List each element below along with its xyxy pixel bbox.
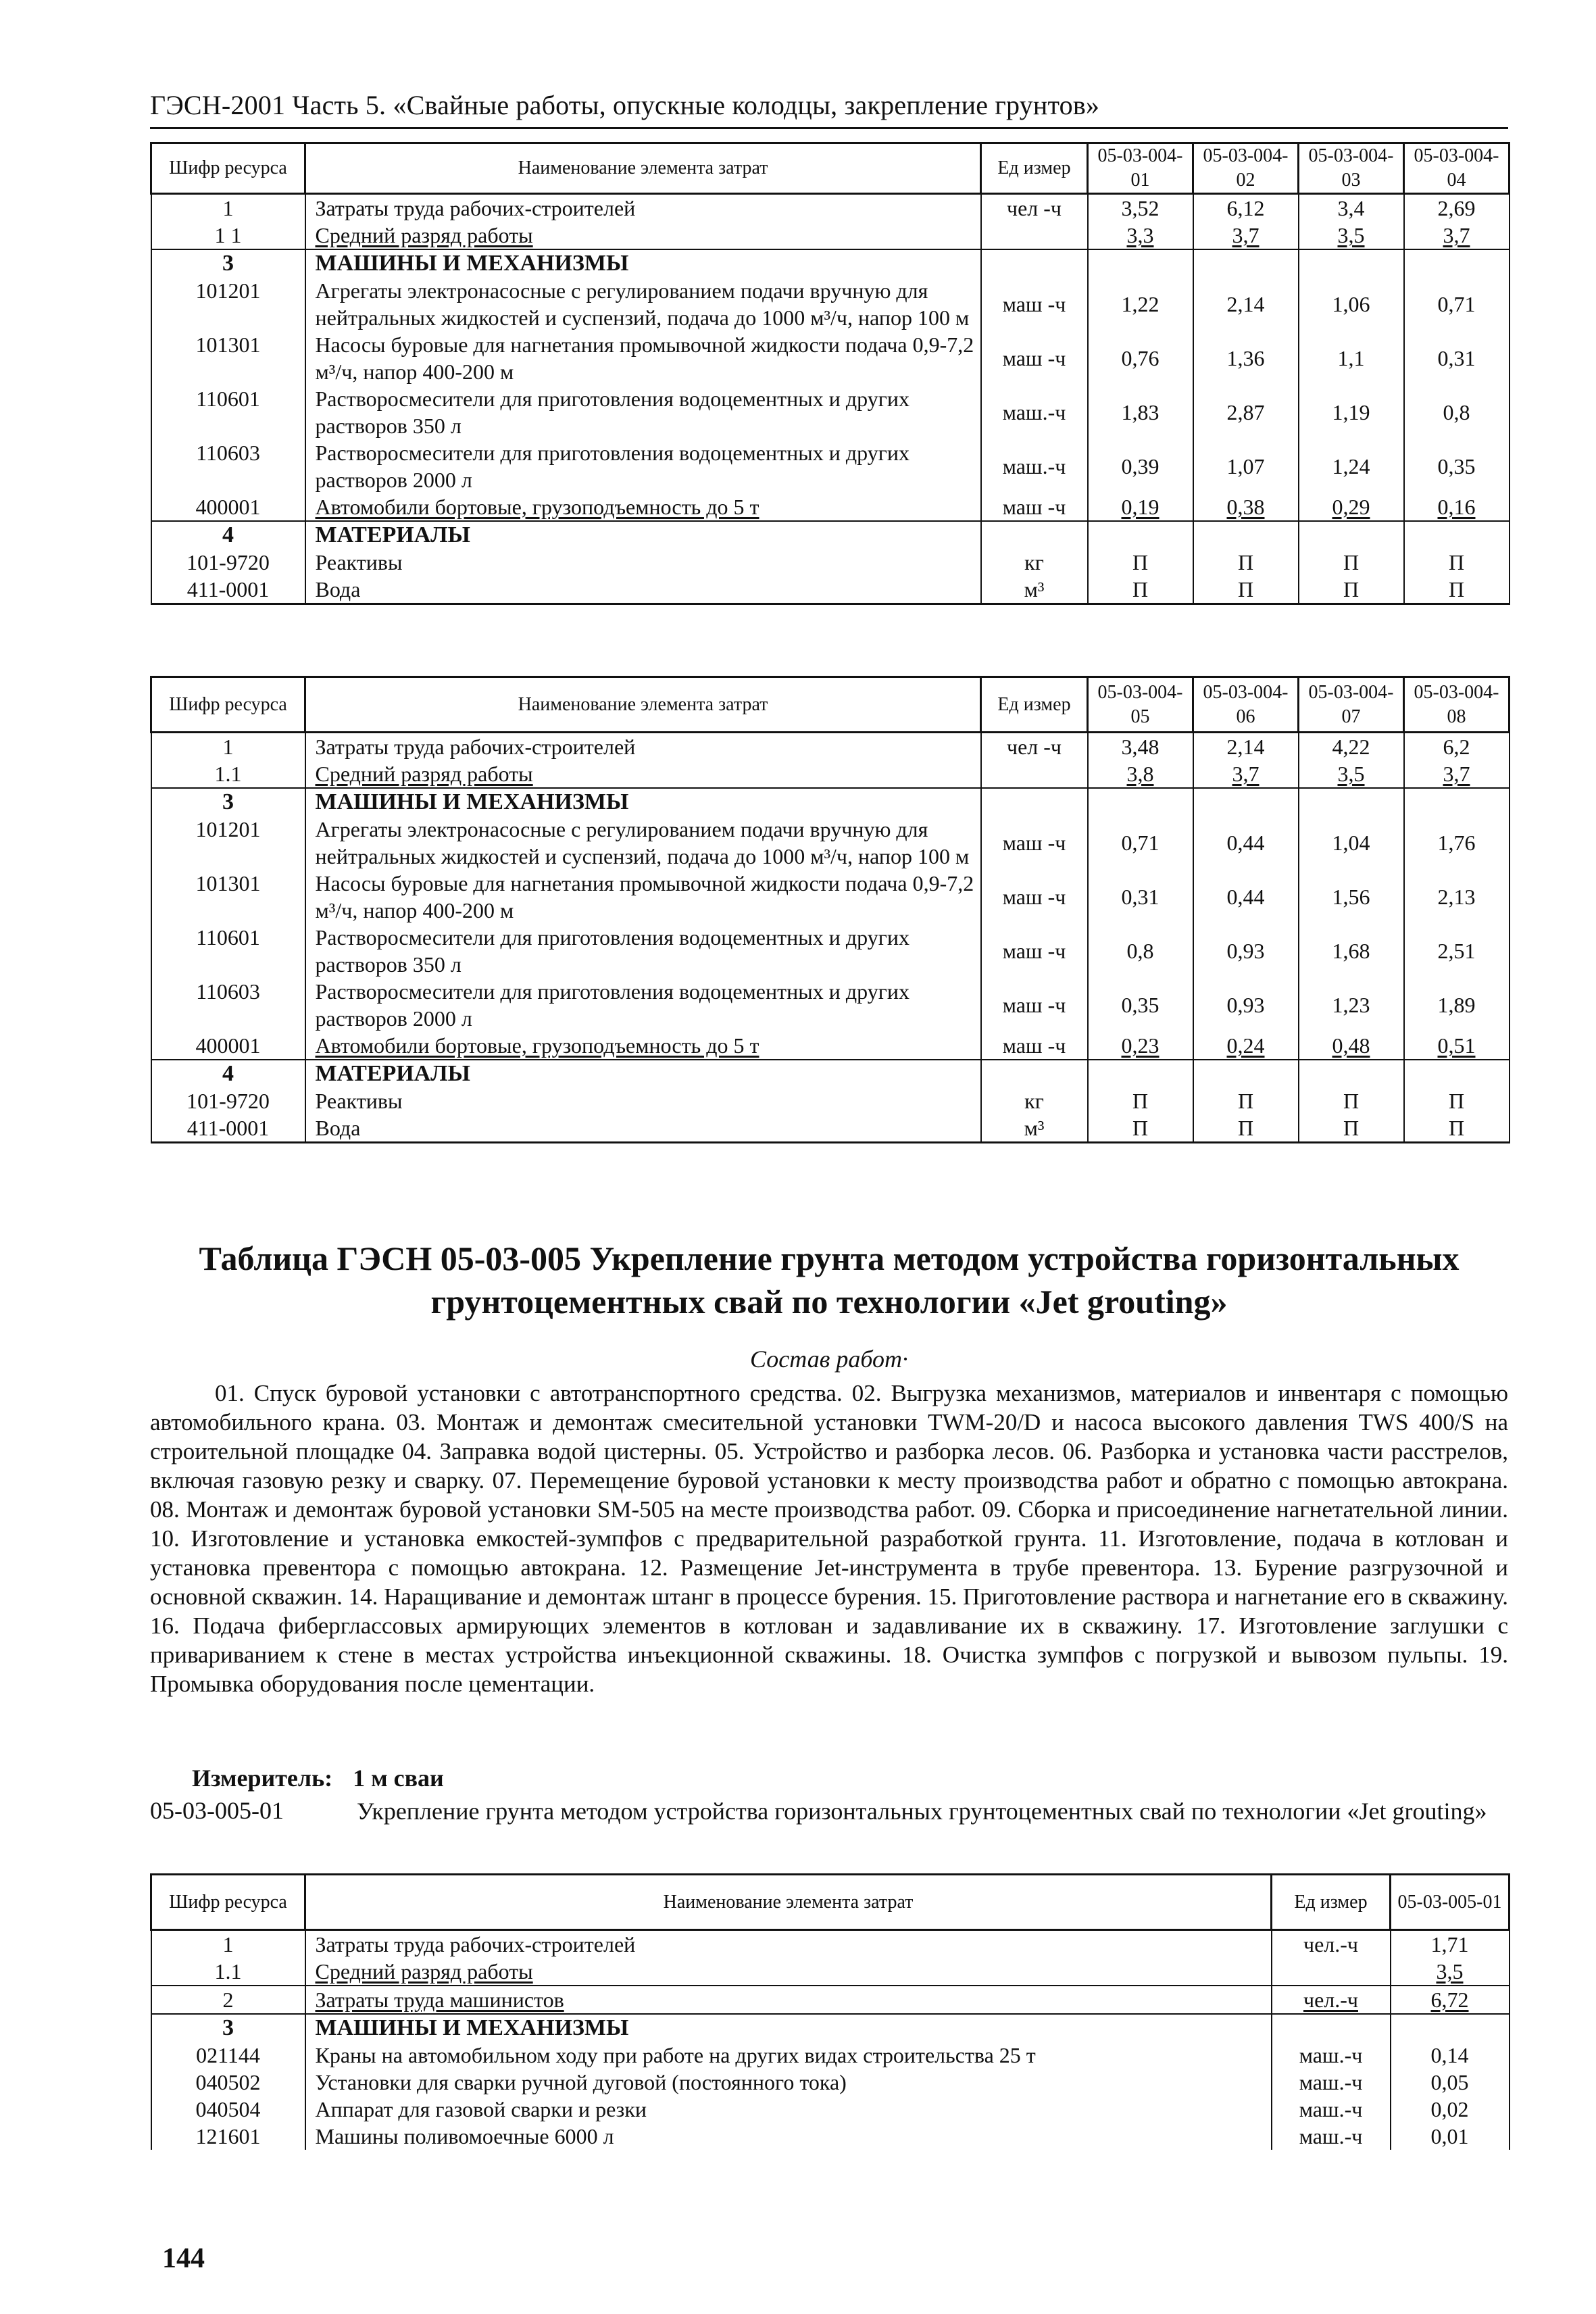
norm-value: 6,12 <box>1193 194 1299 222</box>
norms-table-004-01-04 <box>150 142 1510 605</box>
header-norm: 05-03-004-05 <box>1088 677 1193 733</box>
norm-value: 3,5 <box>1337 762 1365 786</box>
header-cost-element: Наименование элемента затрат <box>305 677 981 733</box>
table-row <box>151 439 1510 493</box>
unit: чел -ч <box>981 733 1088 761</box>
table-title: Таблица ГЭСН 05-03-005 Укрепление грунта методом устройства горизонтальных грунтоцементных свай по технологии «Jet grouting» <box>199 1239 1460 1321</box>
unit: маш.-ч <box>981 385 1088 439</box>
table-row <box>151 2069 1510 2096</box>
norm-value <box>1299 788 1404 816</box>
unit: м³ <box>981 576 1088 604</box>
cost-element: Растворосмесители для приготовления водоцементных и других растворов 350 л <box>305 924 981 978</box>
resource-code: 1 <box>151 194 305 222</box>
norm-value: 0,8 <box>1404 385 1510 439</box>
norm-code: 05-03-005-01 <box>150 1797 284 1824</box>
norm-value <box>1193 1060 1299 1087</box>
norm-value: 3,4 <box>1299 194 1404 222</box>
cost-element: Насосы буровые для нагнетания промывочной жидкости подача 0,9-7,2 м³/ч, напор 400-200 м <box>305 331 981 385</box>
norm-value <box>1193 249 1299 277</box>
unit: маш -ч <box>981 816 1088 870</box>
norm-value: 1,06 <box>1299 277 1404 331</box>
norm-value: 4,22 <box>1299 733 1404 761</box>
table-row <box>151 978 1510 1032</box>
norm-value: 0,71 <box>1404 277 1510 331</box>
norm-value: П <box>1088 576 1193 604</box>
table-row <box>151 870 1510 924</box>
measure-label: Измеритель: <box>192 1765 333 1792</box>
running-title: ГЭСН-2001 Часть 5. «Свайные работы, опускные колодцы, закрепление грунтов» <box>150 90 1100 120</box>
unit: маш -ч <box>981 331 1088 385</box>
cost-element: Затраты труда машинистов <box>315 1988 564 2012</box>
resource-code: 101301 <box>151 331 305 385</box>
norm-value: 3,52 <box>1088 194 1193 222</box>
header-cost-element: Наименование элемента затрат <box>305 1875 1272 1930</box>
norm-value: 3,7 <box>1232 223 1260 247</box>
cost-element: Средний разряд работы <box>315 1959 533 1984</box>
unit: маш -ч <box>981 924 1088 978</box>
cost-element: Реактивы <box>305 1087 981 1114</box>
norm-value <box>1404 788 1510 816</box>
header-unit: Ед измер <box>981 143 1088 194</box>
norm-value: 1,22 <box>1088 277 1193 331</box>
norm-value: П <box>1193 576 1299 604</box>
unit <box>1272 2014 1391 2042</box>
norm-value: 3,7 <box>1443 223 1470 247</box>
table-row <box>151 816 1510 870</box>
cost-element: Агрегаты электронасосные с регулированием подачи вручную для нейтральных жидкостей и суспензий, подача до 1000 м³/ч, напор 100 м <box>305 277 981 331</box>
header-norm: 05-03-004-03 <box>1299 143 1404 194</box>
cost-element: Аппарат для газовой сварки и резки <box>305 2096 1272 2123</box>
norm-value: 1,1 <box>1299 331 1404 385</box>
norm-value <box>1299 249 1404 277</box>
norm-value: 1,83 <box>1088 385 1193 439</box>
norm-value: 0,44 <box>1193 816 1299 870</box>
resource-code: 2 <box>151 1986 305 2014</box>
unit <box>981 249 1088 277</box>
unit: маш.-ч <box>1272 2069 1391 2096</box>
work-composition-title: Состав работ· <box>750 1346 908 1373</box>
unit: м³ <box>981 1114 1088 1143</box>
norm-value <box>1299 521 1404 549</box>
cost-element: Вода <box>305 1114 981 1143</box>
resource-code: 040504 <box>151 2096 305 2123</box>
header-norm: 05-03-004-07 <box>1299 677 1404 733</box>
norm-value: 3,7 <box>1232 762 1260 786</box>
norm-value: 0,48 <box>1332 1033 1370 1058</box>
unit: кг <box>981 549 1088 576</box>
resource-code: 1 1 <box>151 222 305 249</box>
norm-value: 0,8 <box>1088 924 1193 978</box>
table-row <box>151 385 1510 439</box>
norm-value <box>1088 249 1193 277</box>
norm-value: П <box>1404 576 1510 604</box>
section-heading: МАТЕРИАЛЫ <box>305 521 981 549</box>
norm-value: 2,87 <box>1193 385 1299 439</box>
unit <box>1272 1958 1391 1986</box>
cost-element: Машины поливомоечные 6000 л <box>305 2123 1272 2150</box>
norm-value: 0,35 <box>1404 439 1510 493</box>
norm-value: 6,72 <box>1430 1988 1469 2012</box>
unit: маш.-ч <box>981 439 1088 493</box>
unit: кг <box>981 1087 1088 1114</box>
header-norm: 05-03-005-01 <box>1391 1875 1510 1930</box>
norm-value: 2,13 <box>1404 870 1510 924</box>
norm-value <box>1299 1060 1404 1087</box>
norm-value: 3,5 <box>1337 223 1365 247</box>
cost-element: Затраты труда рабочих-строителей <box>305 194 981 222</box>
norm-value: 3,3 <box>1126 223 1154 247</box>
resource-code: 021144 <box>151 2042 305 2069</box>
norm-value: 0,31 <box>1088 870 1193 924</box>
cost-element: Растворосмесители для приготовления водоцементных и других растворов 350 л <box>305 385 981 439</box>
norm-value: П <box>1193 1114 1299 1143</box>
norm-value: 0,51 <box>1437 1033 1476 1058</box>
resource-code: 1.1 <box>151 760 305 788</box>
cost-element: Автомобили бортовые, грузоподъемность до 5 т <box>315 1033 759 1058</box>
cost-element: Затраты труда рабочих-строителей <box>305 1930 1272 1959</box>
norm-value: 2,14 <box>1193 733 1299 761</box>
norm-value: 2,69 <box>1404 194 1510 222</box>
cost-element: Средний разряд работы <box>315 223 533 247</box>
norm-value: 1,71 <box>1391 1930 1510 1959</box>
unit: маш.-ч <box>1272 2096 1391 2123</box>
norm-value: 0,01 <box>1391 2123 1510 2150</box>
resource-code: 101201 <box>151 816 305 870</box>
norm-value: П <box>1088 1087 1193 1114</box>
norm-value <box>1404 1060 1510 1087</box>
table-row <box>151 194 1510 222</box>
section-heading: МАШИНЫ И МЕХАНИЗМЫ <box>305 2014 1272 2042</box>
resource-code: 110601 <box>151 924 305 978</box>
norm-description: Укрепление грунта методом устройства горизонтальных грунтоцементных свай по технологии «Jet grouting» <box>357 1798 1487 1825</box>
table-row <box>151 760 1510 788</box>
norm-value: П <box>1404 1087 1510 1114</box>
table-row <box>151 576 1510 604</box>
norm-value: 0,24 <box>1226 1033 1265 1058</box>
header-norm: 05-03-004-04 <box>1404 143 1510 194</box>
resource-code: 110603 <box>151 978 305 1032</box>
norm-value: 1,56 <box>1299 870 1404 924</box>
norm-value: 2,14 <box>1193 277 1299 331</box>
unit: чел.-ч <box>1272 1930 1391 1959</box>
resource-code: 1 <box>151 1930 305 1959</box>
resource-code: 411-0001 <box>151 1114 305 1143</box>
header-norm: 05-03-004-08 <box>1404 677 1510 733</box>
resource-code: 121601 <box>151 2123 305 2150</box>
header-unit: Ед измер <box>981 677 1088 733</box>
norm-value: 0,76 <box>1088 331 1193 385</box>
resource-code: 4 <box>151 1060 305 1087</box>
norm-value: 1,76 <box>1404 816 1510 870</box>
table-row <box>151 733 1510 761</box>
table-row <box>151 1032 1510 1060</box>
cost-element: Растворосмесители для приготовления водоцементных и других растворов 2000 л <box>305 978 981 1032</box>
unit: маш -ч <box>981 277 1088 331</box>
norm-value: 0,39 <box>1088 439 1193 493</box>
norm-value: П <box>1299 1114 1404 1143</box>
cost-element: Реактивы <box>305 549 981 576</box>
section-row <box>151 1060 1510 1087</box>
norm-value: 0,93 <box>1193 978 1299 1032</box>
unit <box>981 1060 1088 1087</box>
norm-value <box>1088 788 1193 816</box>
norm-value: П <box>1299 549 1404 576</box>
norm-value: 2,51 <box>1404 924 1510 978</box>
norm-value: П <box>1299 576 1404 604</box>
section-heading: МАТЕРИАЛЫ <box>305 1060 981 1087</box>
norm-value: П <box>1404 1114 1510 1143</box>
unit: чел -ч <box>981 194 1088 222</box>
norm-value: 0,05 <box>1391 2069 1510 2096</box>
norm-value <box>1193 788 1299 816</box>
norm-value <box>1088 521 1193 549</box>
section-row <box>151 788 1510 816</box>
norm-value: 0,31 <box>1404 331 1510 385</box>
unit <box>981 788 1088 816</box>
table-row <box>151 1986 1510 2014</box>
cost-element: Автомобили бортовые, грузоподъемность до 5 т <box>315 495 759 519</box>
norm-value: 3,8 <box>1126 762 1154 786</box>
table-row <box>151 1930 1510 1959</box>
header-norm: 05-03-004-01 <box>1088 143 1193 194</box>
section-heading: МАШИНЫ И МЕХАНИЗМЫ <box>305 788 981 816</box>
table-row <box>151 2042 1510 2069</box>
section-heading: МАШИНЫ И МЕХАНИЗМЫ <box>305 249 981 277</box>
header-resource-code: Шифр ресурса <box>151 677 305 733</box>
cost-element: Установки для сварки ручной дуговой (постоянного тока) <box>305 2069 1272 2096</box>
table-row <box>151 2096 1510 2123</box>
header-resource-code: Шифр ресурса <box>151 143 305 194</box>
norm-value: 1,36 <box>1193 331 1299 385</box>
norm-value: 1,68 <box>1299 924 1404 978</box>
norm-value <box>1193 521 1299 549</box>
norm-value <box>1088 1060 1193 1087</box>
table-row <box>151 1114 1510 1143</box>
norm-value: 0,93 <box>1193 924 1299 978</box>
norm-value: 3,5 <box>1436 1959 1464 1984</box>
norm-value: 0,14 <box>1391 2042 1510 2069</box>
table-row <box>151 493 1510 521</box>
norm-value: 3,7 <box>1443 762 1470 786</box>
norm-value <box>1404 249 1510 277</box>
unit: маш -ч <box>981 1032 1088 1060</box>
norm-value: П <box>1088 1114 1193 1143</box>
cost-element: Средний разряд работы <box>315 762 533 786</box>
resource-code: 3 <box>151 249 305 277</box>
table-row <box>151 1958 1510 1986</box>
unit: маш.-ч <box>1272 2123 1391 2150</box>
measure-value: 1 м сваи <box>353 1765 444 1792</box>
norm-value: 6,2 <box>1404 733 1510 761</box>
table-row <box>151 1087 1510 1114</box>
table-row <box>151 549 1510 576</box>
table-row <box>151 277 1510 331</box>
norm-value: 0,19 <box>1121 495 1159 519</box>
header-unit: Ед измер <box>1272 1875 1391 1930</box>
norms-table-005-01 <box>150 1873 1510 2150</box>
unit <box>981 222 1088 249</box>
norm-value: 3,48 <box>1088 733 1193 761</box>
resource-code: 400001 <box>151 493 305 521</box>
resource-code: 411-0001 <box>151 576 305 604</box>
cost-element: Вода <box>305 576 981 604</box>
cost-element: Насосы буровые для нагнетания промывочной жидкости подача 0,9-7,2 м³/ч, напор 400-200 м <box>305 870 981 924</box>
norm-value <box>1391 2014 1510 2042</box>
norm-value: П <box>1299 1087 1404 1114</box>
norm-value: 0,16 <box>1437 495 1476 519</box>
resource-code: 1.1 <box>151 1958 305 1986</box>
cost-element: Агрегаты электронасосные с регулированием подачи вручную для нейтральных жидкостей и суспензий, подача до 1000 м³/ч, напор 100 м <box>305 816 981 870</box>
resource-code: 4 <box>151 521 305 549</box>
unit: чел.-ч <box>1303 1988 1358 2012</box>
page-number: 144 <box>162 2243 205 2274</box>
norm-value: П <box>1193 1087 1299 1114</box>
section-row <box>151 521 1510 549</box>
norm-value: 0,23 <box>1121 1033 1159 1058</box>
norm-value: 0,44 <box>1193 870 1299 924</box>
norm-value <box>1404 521 1510 549</box>
resource-code: 3 <box>151 2014 305 2042</box>
header-norm: 05-03-004-06 <box>1193 677 1299 733</box>
header-cost-element: Наименование элемента затрат <box>305 143 981 194</box>
cost-element: Растворосмесители для приготовления водоцементных и других растворов 2000 л <box>305 439 981 493</box>
cost-element: Краны на автомобильном ходу при работе на других видах строительства 25 т <box>305 2042 1272 2069</box>
resource-code: 1 <box>151 733 305 761</box>
norm-value: 1,23 <box>1299 978 1404 1032</box>
section-row <box>151 249 1510 277</box>
norm-value: 0,29 <box>1332 495 1370 519</box>
resource-code: 110603 <box>151 439 305 493</box>
unit: маш -ч <box>981 978 1088 1032</box>
norm-value: 0,35 <box>1088 978 1193 1032</box>
resource-code: 101-9720 <box>151 1087 305 1114</box>
header-resource-code: Шифр ресурса <box>151 1875 305 1930</box>
resource-code: 101-9720 <box>151 549 305 576</box>
norm-value: П <box>1193 549 1299 576</box>
unit <box>981 521 1088 549</box>
norm-value: 1,89 <box>1404 978 1510 1032</box>
unit: маш.-ч <box>1272 2042 1391 2069</box>
resource-code: 101301 <box>151 870 305 924</box>
norm-value: 0,02 <box>1391 2096 1510 2123</box>
table-row <box>151 331 1510 385</box>
norm-value: 1,07 <box>1193 439 1299 493</box>
resource-code: 040502 <box>151 2069 305 2096</box>
work-composition-text: 01. Спуск буровой установки с автотранспортного средства. 02. Выгрузка механизмов, материалов и инвентаря с помощью автомобильного крана. 03. Монтаж и демонтаж смесительной установки TWM-20/D и насоса высокого давления TWS 400/S на строительной площадке 04. Заправка водой цистерны. 05. Устройство и разборка лесов. 06. Разборка и установка части расстрелов, включая газовую резку и сварку. 07. Перемещение буровой установки к месту производства работ и обратно с помощью автокрана. 08. Монтаж и демонтаж буровой установки SM-505 на месте производства работ. 09. Сборка и присоединение нагнетательной линии. 10. Изготовление и установка емкостей-зумпфов с предварительной разработкой грунта. 11. Изготовление, подача в котлован и установка превентора с помощью автокрана. 12. Размещение Jet-инструмента в трубе превентора. 13. Бурение разгрузочной и основной скважин. 14. Наращивание и демонтаж штанг в процессе бурения. 15. Приготовление раствора и нагнетание его в скважину. 16. Подача фиберглассовых армирующих элементов в котлован и задавливание их в скважину. 17. Изготовление заглушки с привариванием к стене в местах устройства инъекционной скважины. 18. Очистка зумпфов с погрузкой и вывозом пульпы. 19. Промывка оборудования после цементации. <box>150 1380 1509 1697</box>
norms-table-004-05-08 <box>150 676 1510 1143</box>
norm-value: 1,04 <box>1299 816 1404 870</box>
norm-value: 0,38 <box>1226 495 1265 519</box>
resource-code: 400001 <box>151 1032 305 1060</box>
resource-code: 3 <box>151 788 305 816</box>
resource-code: 101201 <box>151 277 305 331</box>
norm-value: 1,24 <box>1299 439 1404 493</box>
norm-value: 0,71 <box>1088 816 1193 870</box>
table-row <box>151 2123 1510 2150</box>
cost-element: Затраты труда рабочих-строителей <box>305 733 981 761</box>
unit <box>981 760 1088 788</box>
resource-code: 110601 <box>151 385 305 439</box>
norm-value: 1,19 <box>1299 385 1404 439</box>
unit: маш -ч <box>981 493 1088 521</box>
section-row <box>151 2014 1510 2042</box>
header-rule <box>150 127 1508 129</box>
norm-value: П <box>1404 549 1510 576</box>
header-norm: 05-03-004-02 <box>1193 143 1299 194</box>
measure-line <box>192 1764 444 1792</box>
unit: маш -ч <box>981 870 1088 924</box>
table-row <box>151 924 1510 978</box>
table-row <box>151 222 1510 249</box>
norm-value: П <box>1088 549 1193 576</box>
